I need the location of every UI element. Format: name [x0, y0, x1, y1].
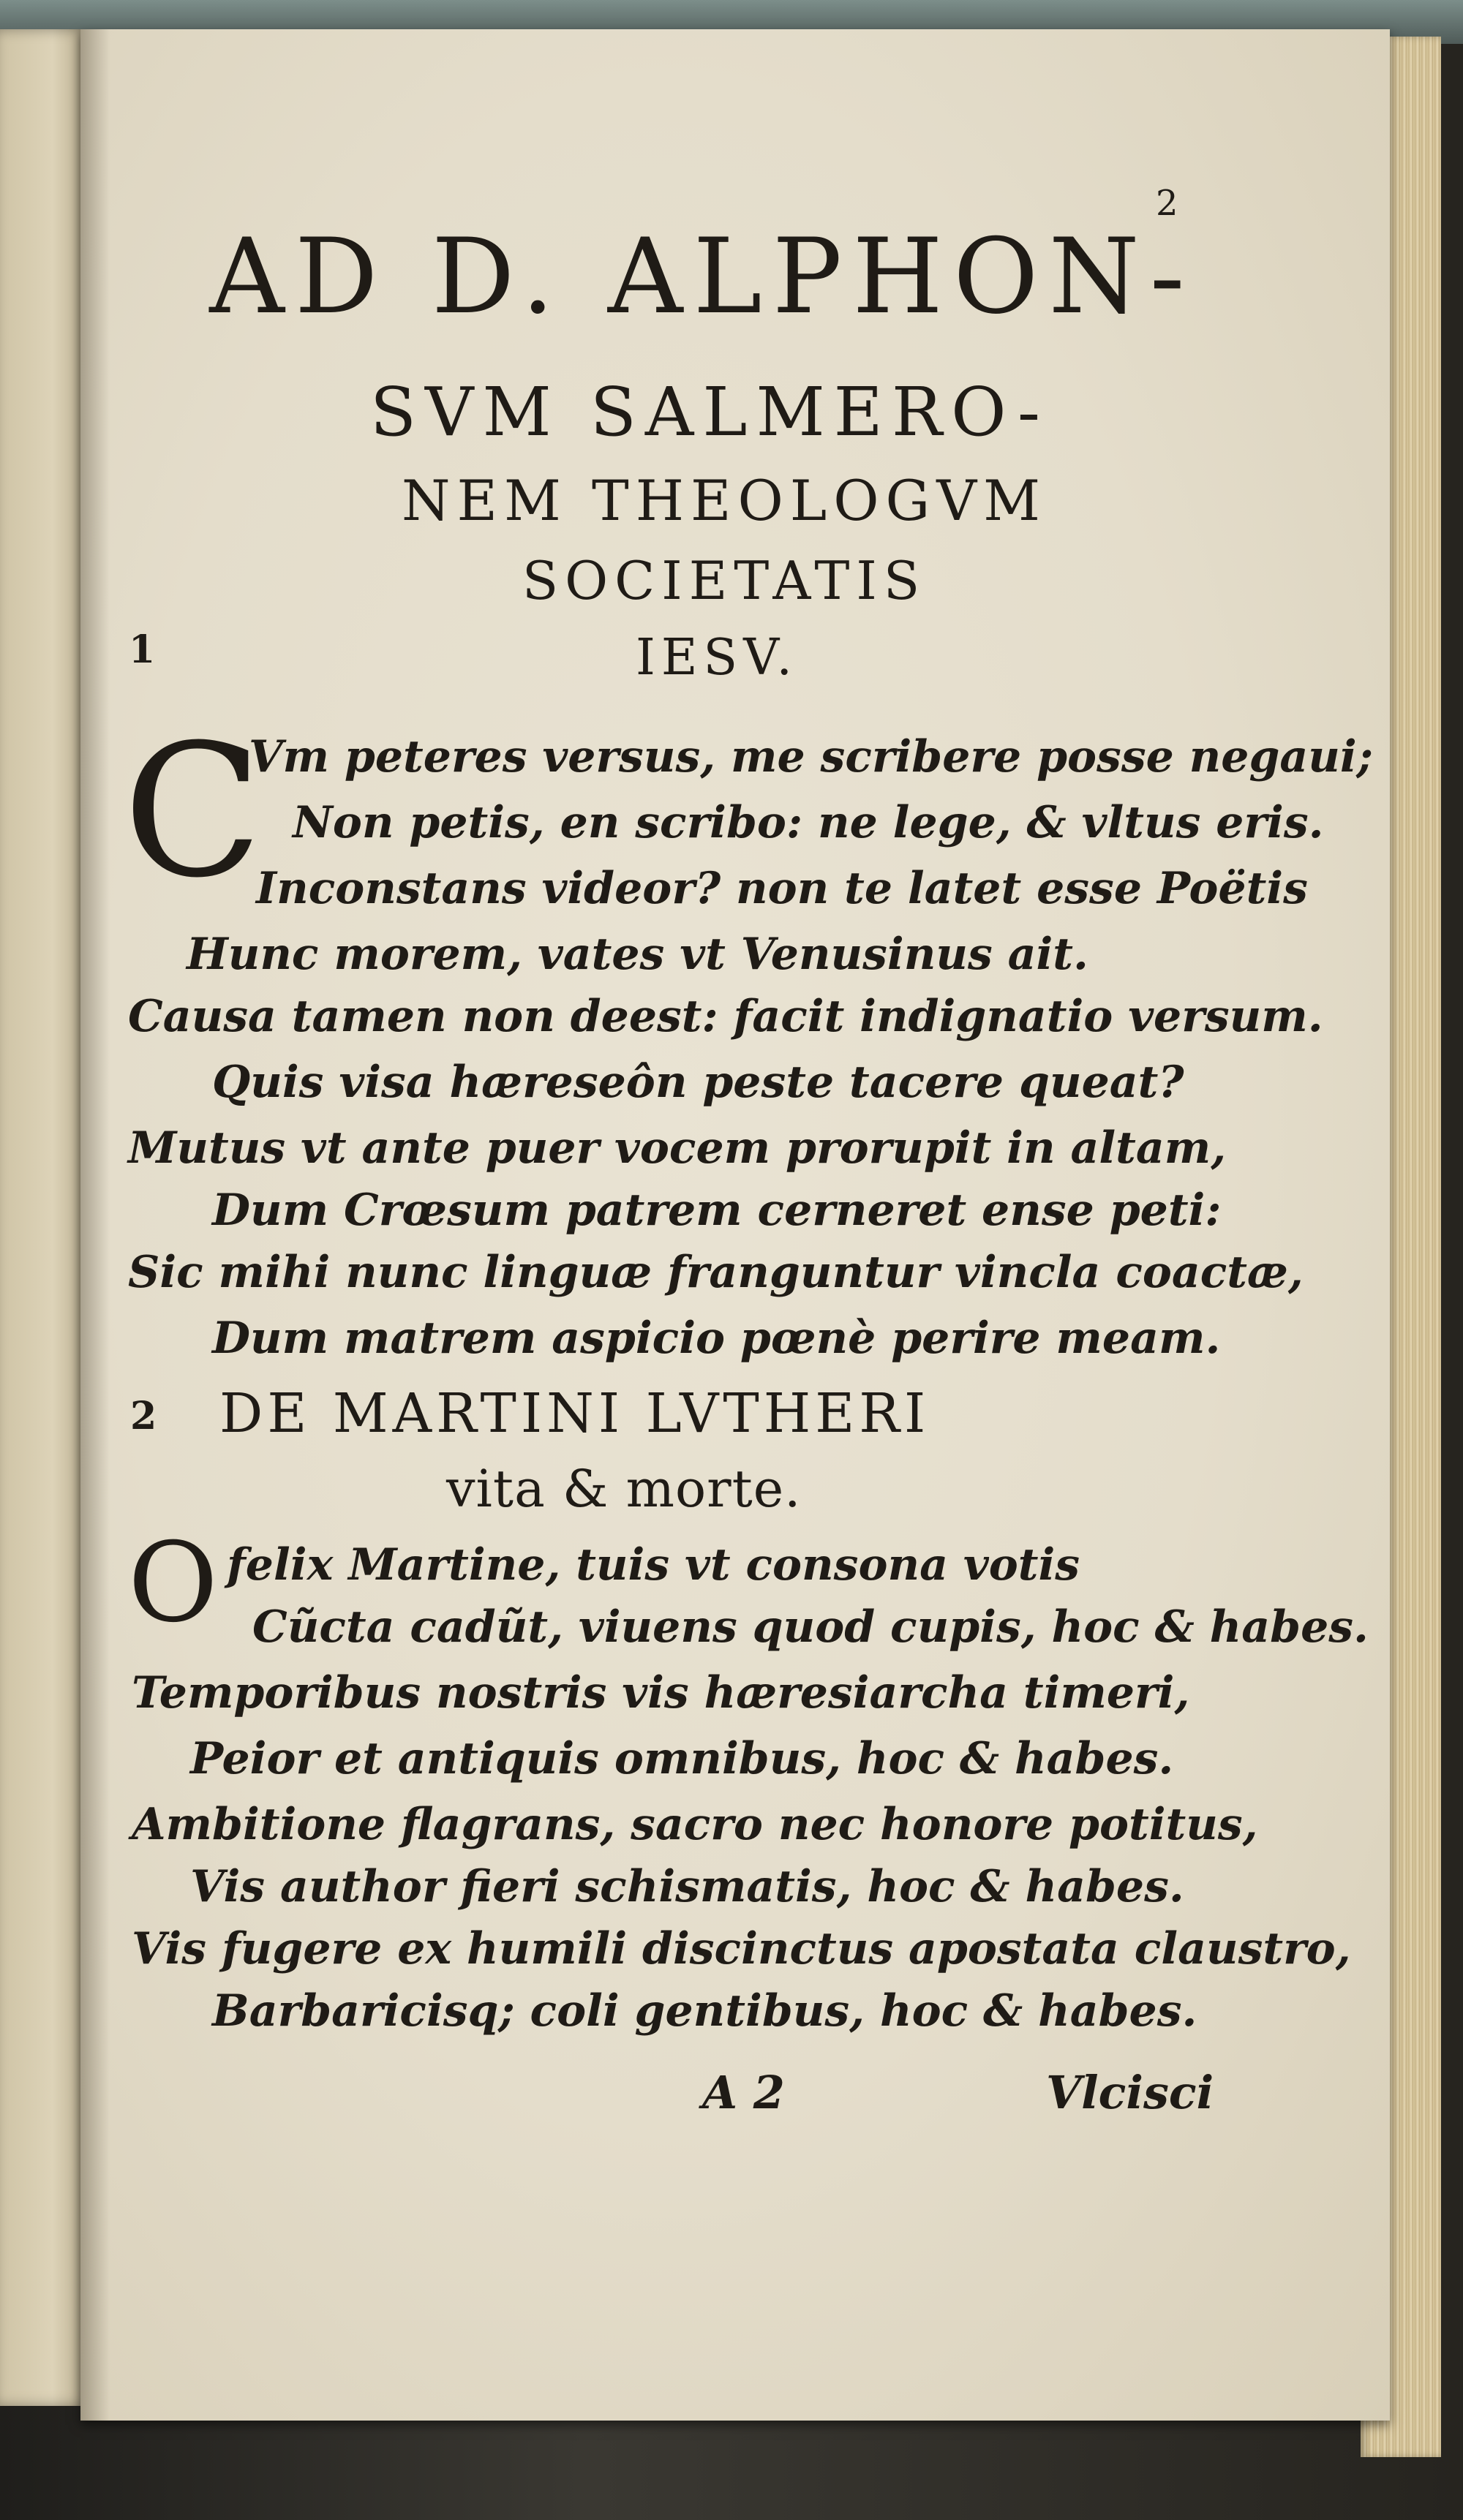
section-subheading: vita & morte.: [446, 1459, 802, 1519]
poem2-line-4: Peior et antiquis omnibus, hoc & habes.: [190, 1733, 1174, 1784]
poem1-line-8: Dum Crœsum patrem cerneret ense peti:: [212, 1185, 1222, 1236]
margin-number-1: 1: [129, 627, 156, 672]
title-line-2: SVM SALMERO-: [370, 373, 1049, 451]
poem1-line-5: Causa tamen non deest: facit indignatio versum.: [128, 991, 1323, 1042]
title-line-4: SOCIETATIS: [522, 550, 927, 611]
poem1-line-1: Vm peteres versus, me scribere posse negaui;: [249, 731, 1373, 782]
poem2-line-8: Barbaricisq; coli gentibus, hoc & habes.: [212, 1985, 1197, 2037]
poem1-line-3: Inconstans videor? non te latet esse Poëtis: [256, 863, 1308, 914]
poem1-line-10: Dum matrem aspicio pœnè perire meam.: [212, 1313, 1221, 1364]
poem2-line-7: Vis fugere ex humili discinctus apostata claustro,: [132, 1923, 1351, 1974]
poem2-line-6: Vis author fieri schismatis, hoc & habes.: [190, 1861, 1184, 1912]
poem1-line-2: Non petis, en scribo: ne lege, & vltus eris.: [293, 797, 1324, 848]
poem1-line-7: Mutus vt ante puer vocem prorupit in altam,: [128, 1123, 1227, 1174]
title-line-5: IESV.: [636, 629, 798, 687]
poem2-line-3: Temporibus nostris vis hæresiarcha timeri,: [132, 1667, 1190, 1719]
catchword: Vlcisci: [1046, 2066, 1214, 2119]
title-line-1: AD D. ALPHON-: [209, 216, 1195, 337]
drop-cap-o: O: [128, 1520, 218, 1647]
section-heading: DE MARTINI LVTHERI: [219, 1382, 930, 1445]
drop-cap-c: C: [123, 705, 263, 918]
poem2-line-1: felix Martine, tuis vt consona votis: [227, 1539, 1080, 1591]
poem1-line-4: Hunc morem, vates vt Venusinus ait.: [187, 929, 1088, 980]
folio-number: 2: [1156, 183, 1178, 224]
poem2-line-2: Cũcta cadũt, viuens quod cupis, hoc & habes.: [252, 1602, 1369, 1653]
poem1-line-6: Quis visa hæreseôn peste tacere queat?: [212, 1057, 1184, 1108]
title-line-3: NEM THEOLOGVM: [402, 468, 1047, 533]
poem2-line-5: Ambitione flagrans, sacro nec honore potitus,: [132, 1799, 1258, 1850]
margin-number-2: 2: [130, 1394, 157, 1438]
signature-mark: A 2: [702, 2066, 785, 2119]
poem1-line-9: Sic mihi nunc linguæ franguntur vincla coactæ,: [128, 1247, 1304, 1298]
